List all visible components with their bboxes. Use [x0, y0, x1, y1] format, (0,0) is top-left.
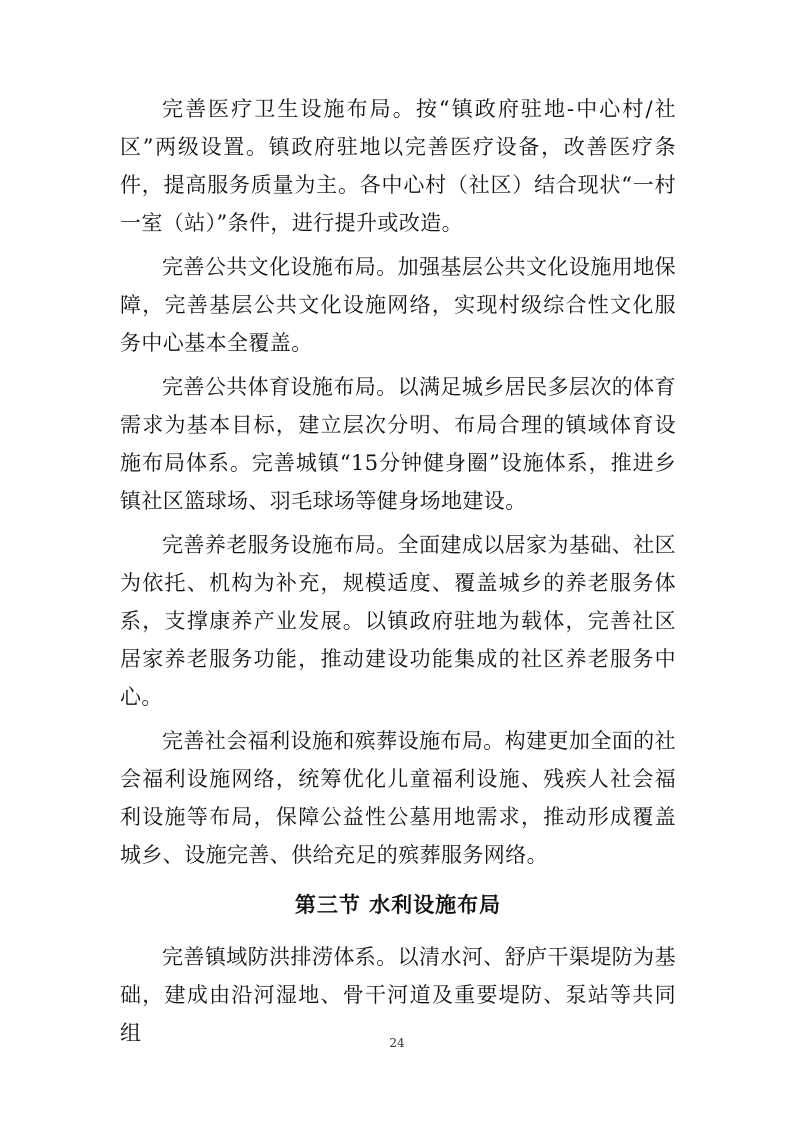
paragraph-lead: 完善镇域防洪排涝体系。: [162, 945, 398, 969]
paragraph-lead: 完善社会福利设施和殡葬设施布局。: [162, 729, 505, 753]
paragraph-lead: 完善养老服务设施布局。: [162, 533, 398, 557]
paragraph-sports: [120, 368, 676, 520]
paragraph-lead: 完善公共文化设施布局。: [162, 255, 398, 279]
paragraph-body: 以清水河、舒庐干渠堤防为基础，建成由沿河湿地、骨干河道及重要堤防、泵站等共同组: [120, 945, 676, 1045]
paragraph-body: 构建更加全面的社会福利设施网络，统筹优化儿童福利设施、残疾人社会福利设施等布局，保障公益性公墓用地需求，推动形成覆盖城乡、设施完善、供给充足的殡葬服务网络。: [120, 729, 676, 867]
paragraph-flood-control: [120, 938, 676, 1052]
page-number: 24: [389, 1036, 405, 1050]
paragraph-lead: 完善医疗卫生设施布局。: [162, 97, 416, 121]
section-heading: 第三节 水利设施布局: [294, 893, 502, 917]
page-content: [120, 90, 676, 1058]
paragraph-medical: [120, 90, 676, 242]
paragraph-welfare: [120, 722, 676, 874]
paragraph-body: 以满足城乡居民多层次的体育需求为基本目标，建立层次分明、布局合理的镇域体育设施布局体系。完善城镇“15分钟健身圈”设施体系，推进乡镇社区篮球场、羽毛球场等健身场地建设。: [120, 375, 676, 513]
paragraph-body: 加强基层公共文化设施用地保障，完善基层公共文化设施网络，实现村级综合性文化服务中心基本全覆盖。: [120, 255, 676, 355]
paragraph-body: 按“镇政府驻地-中心村/社区”两级设置。镇政府驻地以完善医疗设备，改善医疗条件，提高服务质量为主。各中心村（社区）结合现状“一村一室（站）”条件，进行提升或改造。: [120, 97, 676, 235]
paragraph-lead: 完善公共体育设施布局。: [162, 375, 398, 399]
paragraph-body: 全面建成以居家为基础、社区为依托、机构为补充，规模适度、覆盖城乡的养老服务体系，支撑康养产业发展。以镇政府驻地为载体，完善社区居家养老服务功能，推动建设功能集成的社区养老服务中心。: [120, 533, 676, 709]
paragraph-elderly-care: [120, 526, 676, 716]
paragraph-culture: [120, 248, 676, 362]
